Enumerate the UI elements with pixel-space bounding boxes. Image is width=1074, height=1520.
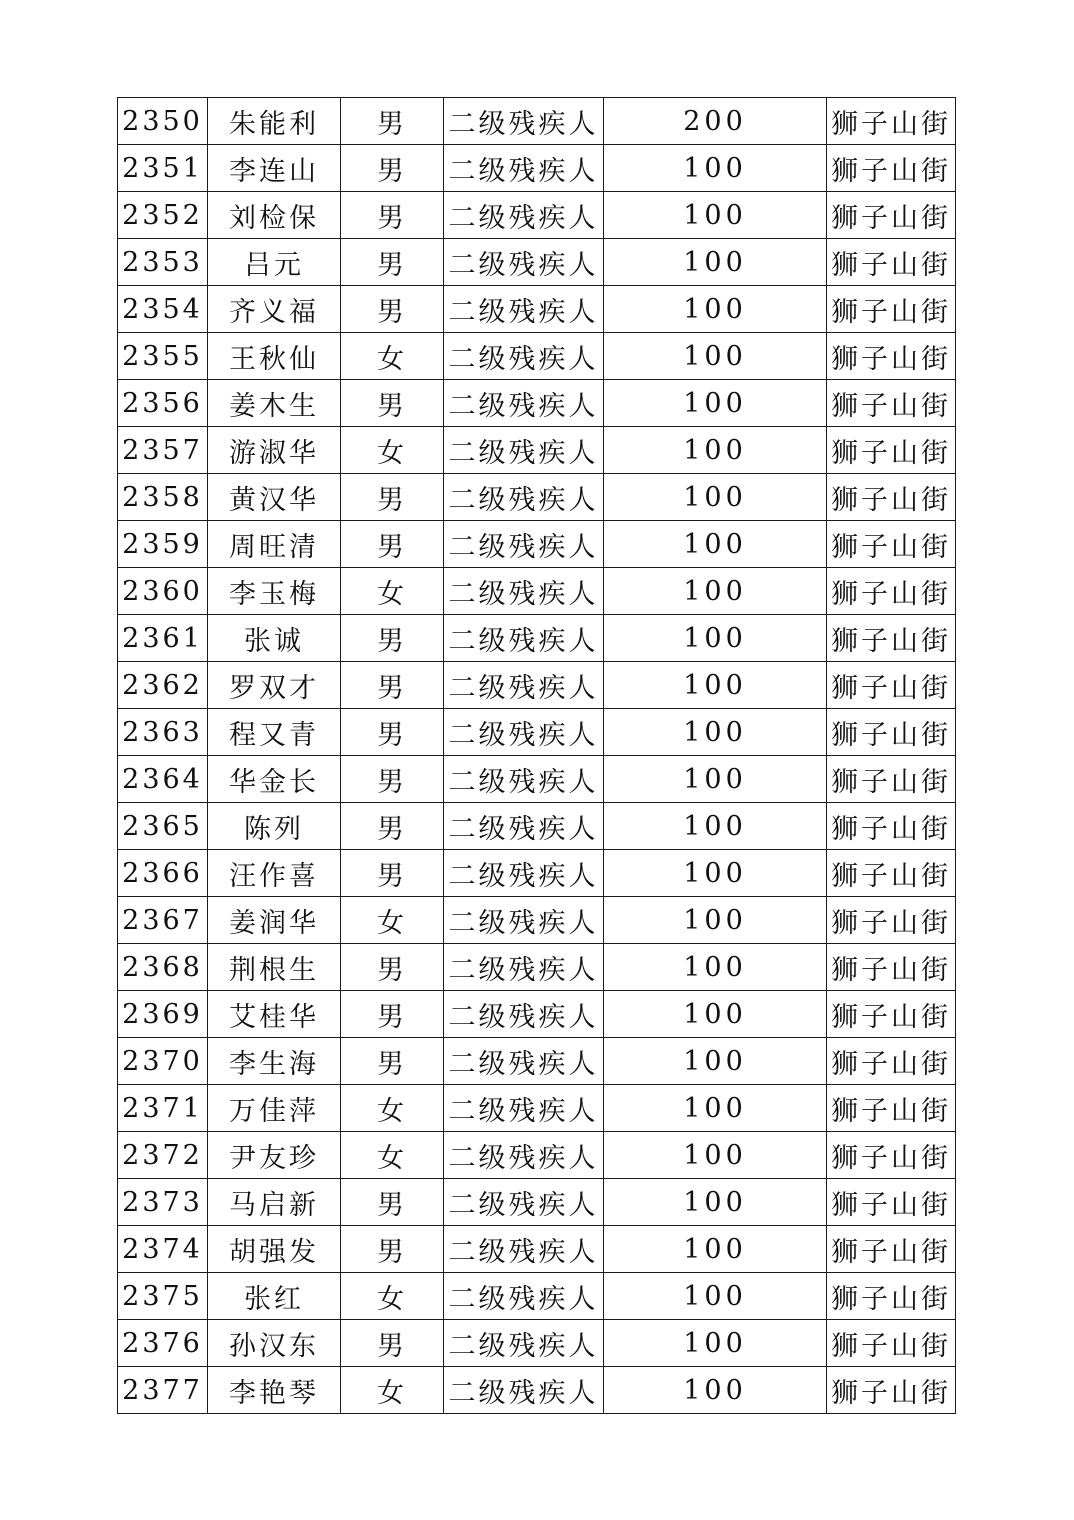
name-cell: 李艳琴 [208, 1367, 341, 1414]
amount-cell: 100 [604, 145, 827, 192]
amount-cell: 200 [604, 98, 827, 145]
roster-table-body [118, 98, 956, 1414]
disability-category-cell: 二级残疾人 [444, 1179, 604, 1226]
table-row [118, 1367, 956, 1414]
amount-cell: 100 [604, 615, 827, 662]
amount-cell: 100 [604, 850, 827, 897]
table-row [118, 1226, 956, 1273]
gender-cell: 女 [341, 333, 444, 380]
name-cell: 齐义福 [208, 286, 341, 333]
disability-category-cell: 二级残疾人 [444, 615, 604, 662]
gender-cell: 男 [341, 803, 444, 850]
serial-number-cell: 2359 [118, 521, 208, 568]
name-cell: 吕元 [208, 239, 341, 286]
name-cell: 周旺清 [208, 521, 341, 568]
disability-category-cell: 二级残疾人 [444, 521, 604, 568]
table-row [118, 1320, 956, 1367]
amount-cell: 100 [604, 286, 827, 333]
table-row [118, 897, 956, 944]
gender-cell: 男 [341, 239, 444, 286]
amount-cell: 100 [604, 568, 827, 615]
gender-cell: 女 [341, 1273, 444, 1320]
amount-cell: 100 [604, 239, 827, 286]
serial-number-cell: 2374 [118, 1226, 208, 1273]
disability-category-cell: 二级残疾人 [444, 662, 604, 709]
gender-cell: 女 [341, 897, 444, 944]
serial-number-cell: 2375 [118, 1273, 208, 1320]
serial-number-cell: 2351 [118, 145, 208, 192]
gender-cell: 男 [341, 521, 444, 568]
serial-number-cell: 2362 [118, 662, 208, 709]
serial-number-cell: 2377 [118, 1367, 208, 1414]
name-cell: 尹友珍 [208, 1132, 341, 1179]
street-cell: 狮子山街 [827, 192, 956, 239]
name-cell: 李连山 [208, 145, 341, 192]
table-row [118, 239, 956, 286]
table-row [118, 1085, 956, 1132]
disability-category-cell: 二级残疾人 [444, 944, 604, 991]
disability-category-cell: 二级残疾人 [444, 427, 604, 474]
amount-cell: 100 [604, 1132, 827, 1179]
disability-category-cell: 二级残疾人 [444, 709, 604, 756]
serial-number-cell: 2369 [118, 991, 208, 1038]
street-cell: 狮子山街 [827, 850, 956, 897]
street-cell: 狮子山街 [827, 145, 956, 192]
gender-cell: 男 [341, 756, 444, 803]
serial-number-cell: 2373 [118, 1179, 208, 1226]
table-row [118, 380, 956, 427]
disability-category-cell: 二级残疾人 [444, 192, 604, 239]
gender-cell: 女 [341, 1085, 444, 1132]
table-row [118, 615, 956, 662]
disability-category-cell: 二级残疾人 [444, 568, 604, 615]
table-row [118, 850, 956, 897]
amount-cell: 100 [604, 1273, 827, 1320]
disability-category-cell: 二级残疾人 [444, 145, 604, 192]
table-row [118, 1132, 956, 1179]
name-cell: 万佳萍 [208, 1085, 341, 1132]
street-cell: 狮子山街 [827, 1273, 956, 1320]
disability-category-cell: 二级残疾人 [444, 1273, 604, 1320]
name-cell: 陈列 [208, 803, 341, 850]
street-cell: 狮子山街 [827, 944, 956, 991]
table-row [118, 474, 956, 521]
street-cell: 狮子山街 [827, 380, 956, 427]
gender-cell: 男 [341, 474, 444, 521]
name-cell: 胡强发 [208, 1226, 341, 1273]
gender-cell: 男 [341, 991, 444, 1038]
street-cell: 狮子山街 [827, 662, 956, 709]
amount-cell: 100 [604, 333, 827, 380]
disability-category-cell: 二级残疾人 [444, 333, 604, 380]
gender-cell: 男 [341, 944, 444, 991]
name-cell: 游淑华 [208, 427, 341, 474]
disability-category-cell: 二级残疾人 [444, 897, 604, 944]
serial-number-cell: 2365 [118, 803, 208, 850]
gender-cell: 男 [341, 1320, 444, 1367]
amount-cell: 100 [604, 1179, 827, 1226]
amount-cell: 100 [604, 380, 827, 427]
name-cell: 张红 [208, 1273, 341, 1320]
name-cell: 艾桂华 [208, 991, 341, 1038]
table-row [118, 427, 956, 474]
street-cell: 狮子山街 [827, 756, 956, 803]
table-row [118, 709, 956, 756]
disability-category-cell: 二级残疾人 [444, 850, 604, 897]
street-cell: 狮子山街 [827, 427, 956, 474]
serial-number-cell: 2357 [118, 427, 208, 474]
gender-cell: 男 [341, 98, 444, 145]
table-row [118, 568, 956, 615]
name-cell: 张诚 [208, 615, 341, 662]
disability-category-cell: 二级残疾人 [444, 756, 604, 803]
gender-cell: 男 [341, 380, 444, 427]
street-cell: 狮子山街 [827, 333, 956, 380]
serial-number-cell: 2350 [118, 98, 208, 145]
street-cell: 狮子山街 [827, 98, 956, 145]
name-cell: 李玉梅 [208, 568, 341, 615]
serial-number-cell: 2354 [118, 286, 208, 333]
gender-cell: 男 [341, 662, 444, 709]
disability-category-cell: 二级残疾人 [444, 286, 604, 333]
gender-cell: 男 [341, 709, 444, 756]
gender-cell: 男 [341, 145, 444, 192]
amount-cell: 100 [604, 1085, 827, 1132]
serial-number-cell: 2353 [118, 239, 208, 286]
table-row [118, 192, 956, 239]
gender-cell: 男 [341, 286, 444, 333]
amount-cell: 100 [604, 944, 827, 991]
name-cell: 马启新 [208, 1179, 341, 1226]
table-row [118, 991, 956, 1038]
name-cell: 姜润华 [208, 897, 341, 944]
serial-number-cell: 2368 [118, 944, 208, 991]
table-row [118, 1179, 956, 1226]
serial-number-cell: 2352 [118, 192, 208, 239]
disability-category-cell: 二级残疾人 [444, 1226, 604, 1273]
street-cell: 狮子山街 [827, 286, 956, 333]
serial-number-cell: 2371 [118, 1085, 208, 1132]
disability-category-cell: 二级残疾人 [444, 1320, 604, 1367]
table-row [118, 1273, 956, 1320]
amount-cell: 100 [604, 1038, 827, 1085]
amount-cell: 100 [604, 756, 827, 803]
street-cell: 狮子山街 [827, 474, 956, 521]
serial-number-cell: 2366 [118, 850, 208, 897]
gender-cell: 男 [341, 1038, 444, 1085]
amount-cell: 100 [604, 1226, 827, 1273]
serial-number-cell: 2363 [118, 709, 208, 756]
amount-cell: 100 [604, 662, 827, 709]
gender-cell: 男 [341, 615, 444, 662]
amount-cell: 100 [604, 427, 827, 474]
table-row [118, 98, 956, 145]
name-cell: 朱能利 [208, 98, 341, 145]
roster-table [117, 97, 956, 1414]
name-cell: 华金长 [208, 756, 341, 803]
disability-category-cell: 二级残疾人 [444, 1085, 604, 1132]
amount-cell: 100 [604, 521, 827, 568]
street-cell: 狮子山街 [827, 709, 956, 756]
street-cell: 狮子山街 [827, 991, 956, 1038]
street-cell: 狮子山街 [827, 897, 956, 944]
serial-number-cell: 2376 [118, 1320, 208, 1367]
name-cell: 汪作喜 [208, 850, 341, 897]
amount-cell: 100 [604, 803, 827, 850]
amount-cell: 100 [604, 991, 827, 1038]
name-cell: 孙汉东 [208, 1320, 341, 1367]
street-cell: 狮子山街 [827, 521, 956, 568]
disability-category-cell: 二级残疾人 [444, 1038, 604, 1085]
name-cell: 姜木生 [208, 380, 341, 427]
serial-number-cell: 2370 [118, 1038, 208, 1085]
gender-cell: 女 [341, 568, 444, 615]
street-cell: 狮子山街 [827, 1226, 956, 1273]
table-row [118, 333, 956, 380]
name-cell: 刘检保 [208, 192, 341, 239]
table-row [118, 521, 956, 568]
table-row [118, 803, 956, 850]
disability-category-cell: 二级残疾人 [444, 98, 604, 145]
table-row [118, 1038, 956, 1085]
gender-cell: 男 [341, 1179, 444, 1226]
disability-category-cell: 二级残疾人 [444, 803, 604, 850]
amount-cell: 100 [604, 192, 827, 239]
serial-number-cell: 2372 [118, 1132, 208, 1179]
table-row [118, 756, 956, 803]
street-cell: 狮子山街 [827, 615, 956, 662]
street-cell: 狮子山街 [827, 803, 956, 850]
disability-category-cell: 二级残疾人 [444, 1367, 604, 1414]
name-cell: 黄汉华 [208, 474, 341, 521]
gender-cell: 女 [341, 1367, 444, 1414]
street-cell: 狮子山街 [827, 1038, 956, 1085]
name-cell: 李生海 [208, 1038, 341, 1085]
amount-cell: 100 [604, 897, 827, 944]
disability-category-cell: 二级残疾人 [444, 1132, 604, 1179]
name-cell: 程又青 [208, 709, 341, 756]
table-row [118, 286, 956, 333]
street-cell: 狮子山街 [827, 1179, 956, 1226]
serial-number-cell: 2358 [118, 474, 208, 521]
serial-number-cell: 2360 [118, 568, 208, 615]
gender-cell: 女 [341, 427, 444, 474]
gender-cell: 男 [341, 192, 444, 239]
disability-category-cell: 二级残疾人 [444, 991, 604, 1038]
serial-number-cell: 2361 [118, 615, 208, 662]
disability-category-cell: 二级残疾人 [444, 474, 604, 521]
gender-cell: 男 [341, 850, 444, 897]
table-row [118, 944, 956, 991]
amount-cell: 100 [604, 1367, 827, 1414]
gender-cell: 男 [341, 1226, 444, 1273]
amount-cell: 100 [604, 1320, 827, 1367]
amount-cell: 100 [604, 709, 827, 756]
disability-category-cell: 二级残疾人 [444, 239, 604, 286]
amount-cell: 100 [604, 474, 827, 521]
name-cell: 罗双才 [208, 662, 341, 709]
name-cell: 王秋仙 [208, 333, 341, 380]
serial-number-cell: 2355 [118, 333, 208, 380]
name-cell: 荆根生 [208, 944, 341, 991]
gender-cell: 女 [341, 1132, 444, 1179]
serial-number-cell: 2356 [118, 380, 208, 427]
street-cell: 狮子山街 [827, 1320, 956, 1367]
table-row [118, 662, 956, 709]
table-row [118, 145, 956, 192]
street-cell: 狮子山街 [827, 1367, 956, 1414]
disability-category-cell: 二级残疾人 [444, 380, 604, 427]
serial-number-cell: 2364 [118, 756, 208, 803]
serial-number-cell: 2367 [118, 897, 208, 944]
street-cell: 狮子山街 [827, 568, 956, 615]
street-cell: 狮子山街 [827, 1132, 956, 1179]
street-cell: 狮子山街 [827, 1085, 956, 1132]
street-cell: 狮子山街 [827, 239, 956, 286]
